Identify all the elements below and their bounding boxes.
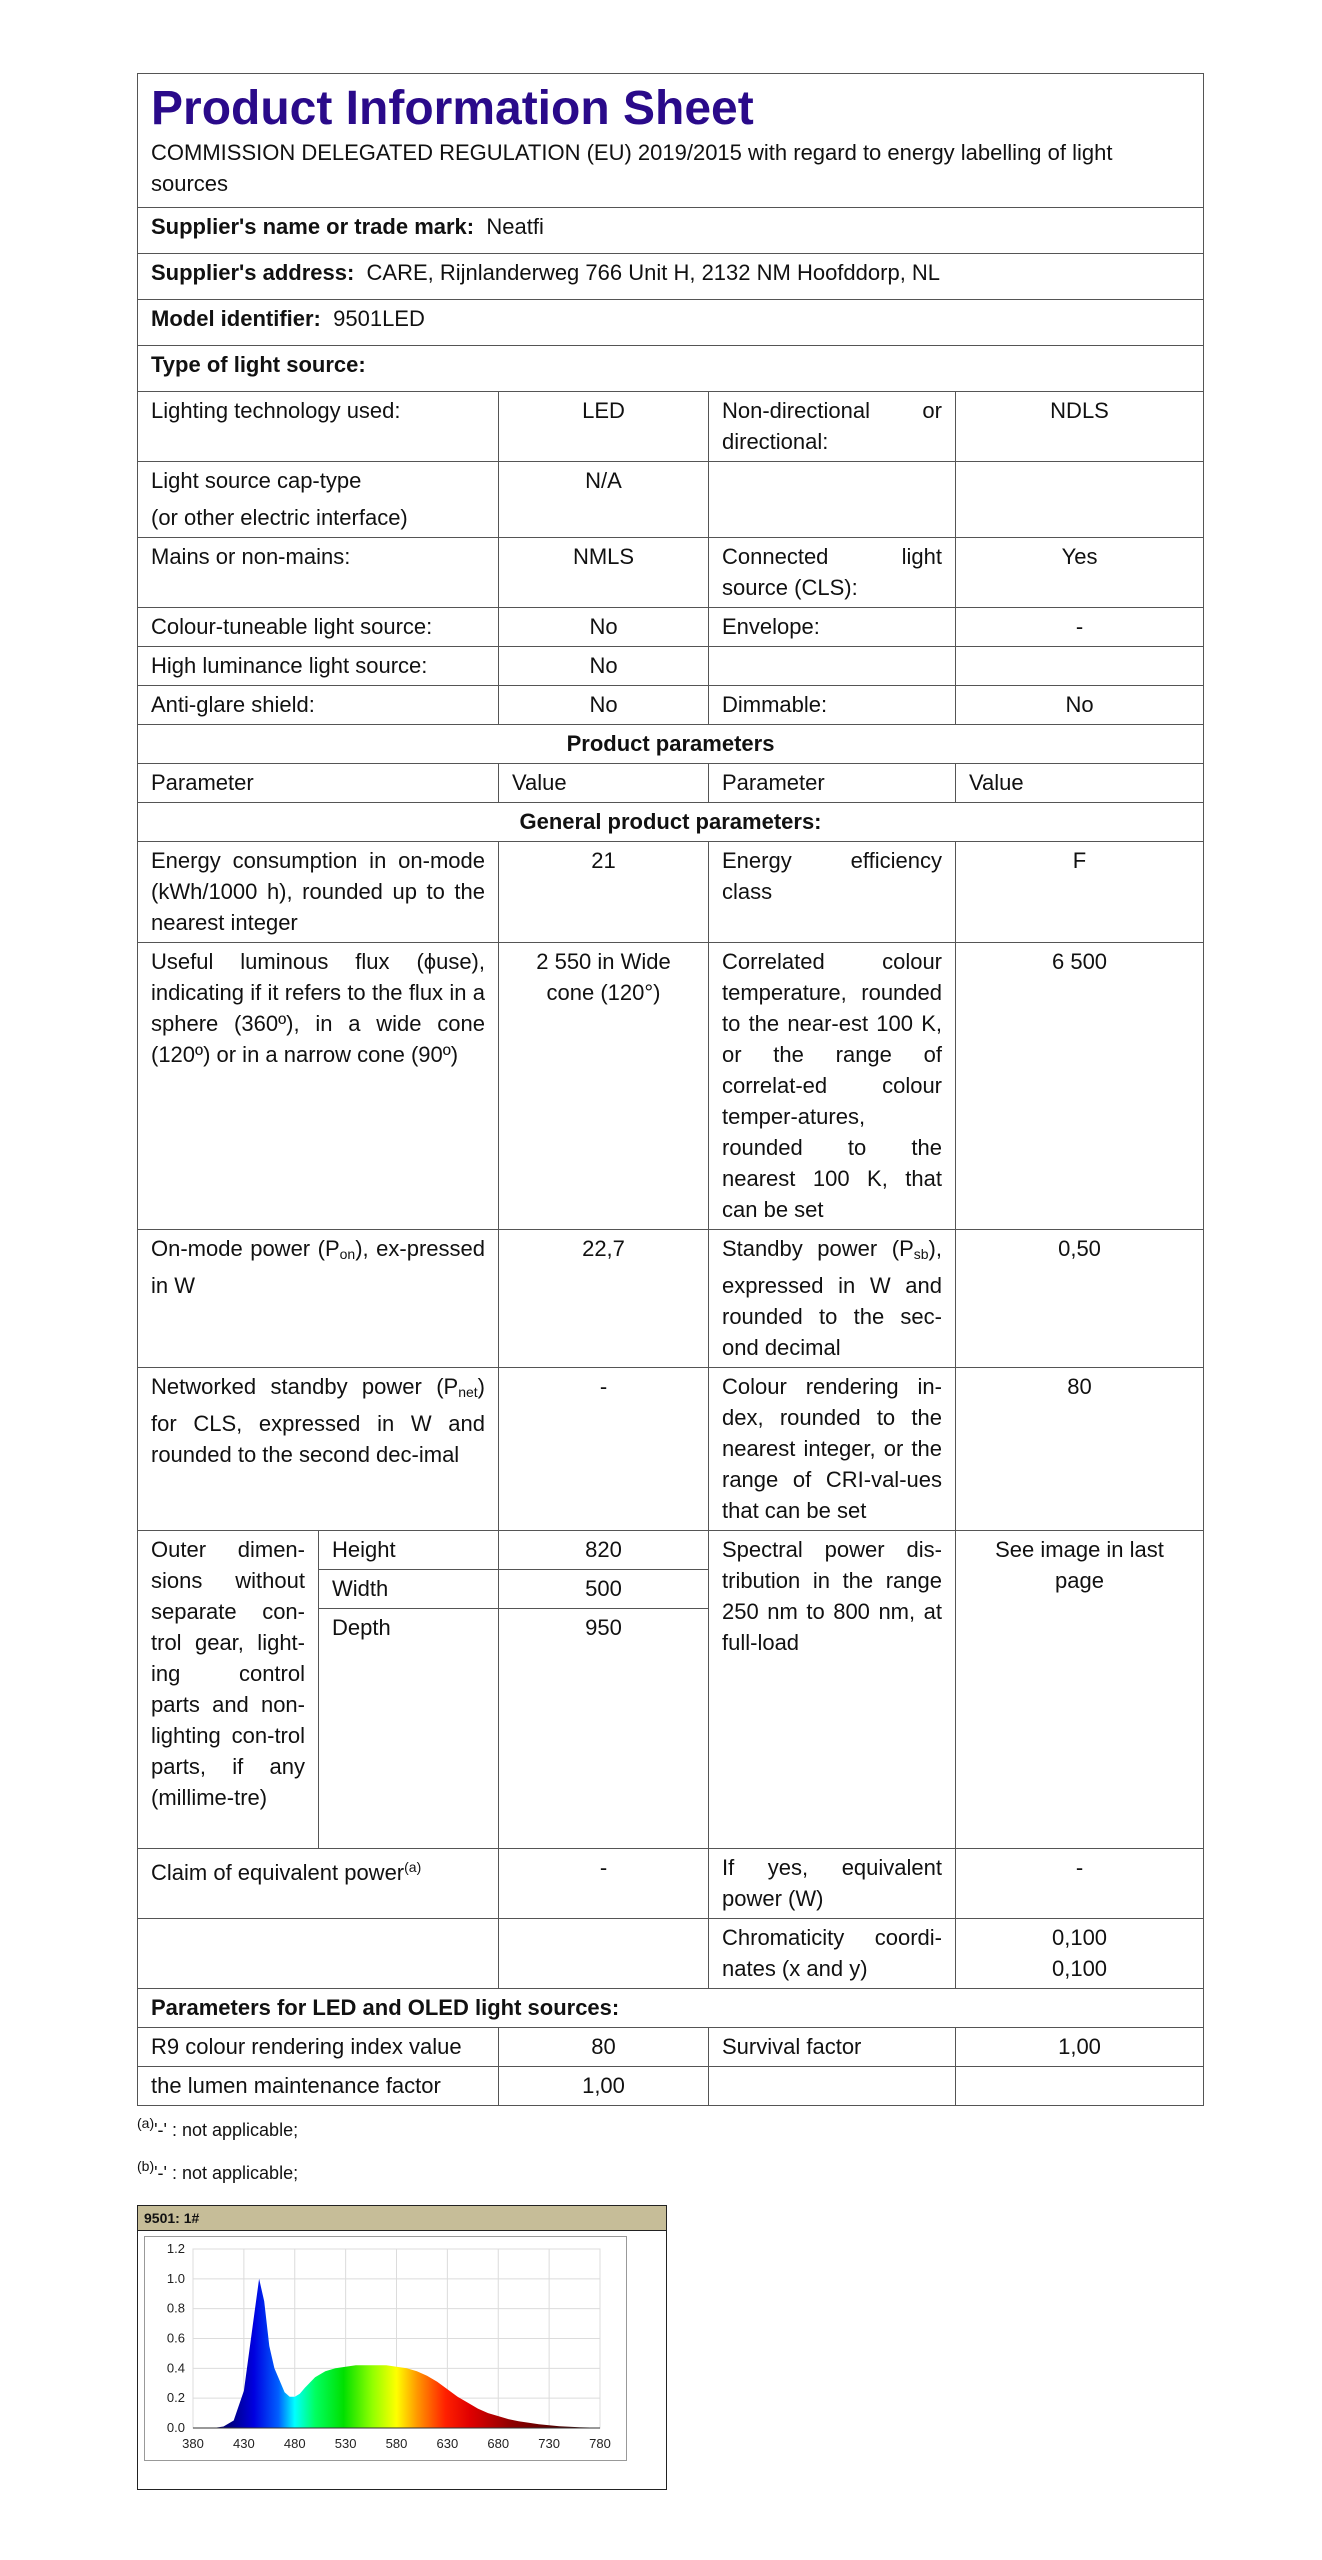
y-tick-label: 0.0 — [166, 2420, 185, 2435]
column-header-row — [138, 764, 1204, 803]
table-row — [138, 686, 1204, 725]
x-tick-label: 680 — [487, 2436, 510, 2451]
chromaticity-x: 0,100 — [1051, 1925, 1108, 1950]
x-tick-label: 630 — [436, 2436, 459, 2451]
chart-frame — [144, 2236, 627, 2461]
depth-value: 950 — [499, 1609, 709, 1849]
label-text: Standby power (P — [722, 1236, 914, 1261]
param-label: Connected light source (CLS): — [709, 538, 956, 608]
table-row — [138, 943, 1204, 1230]
subscript: sb — [913, 1246, 929, 1262]
column-header: Parameter — [709, 764, 956, 803]
energy-class-label: Energy efficiency class — [709, 842, 956, 943]
empty-cell — [499, 1919, 709, 1989]
cap-type-sublabel: (or other electric interface) — [151, 505, 408, 530]
y-tick-label: 1.0 — [166, 2270, 185, 2286]
lumen-maintenance-label: the lumen maintenance factor — [138, 2067, 499, 2106]
param-label: Dimmable: — [709, 686, 956, 725]
equiv-power-claim-label — [138, 1849, 499, 1919]
subscript: net — [458, 1384, 478, 1400]
dimensions-label: Outer dimen-sions without separate con-trol gear, light-ing control parts and non-lighting con-trol parts, if any (millime-tre) — [138, 1531, 319, 1849]
footnote-text: '-' : not applicable; — [154, 2120, 299, 2140]
footnotes — [137, 2112, 1203, 2184]
cct-value: 6 500 — [956, 943, 1204, 1230]
energy-consumption-label: Energy consumption in on-mode (kWh/1000 h), rounded up to the nearest integer — [138, 842, 499, 943]
model-identifier-value: 9501LED — [333, 306, 425, 331]
product-information-sheet — [137, 73, 1203, 2198]
param-label: Lighting technology used: — [138, 392, 499, 462]
label-text: Claim of equivalent power — [151, 1860, 405, 1885]
empty-cell — [138, 1919, 499, 1989]
y-tick-label: 0.6 — [166, 2330, 185, 2346]
table-row — [138, 2028, 1204, 2067]
lumen-maintenance-value: 1,00 — [499, 2067, 709, 2106]
height-value: 820 — [499, 1531, 709, 1570]
label-text: ), ex-pressed in W — [151, 1236, 485, 1298]
product-parameters-heading: Product parameters — [138, 725, 1204, 764]
width-value: 500 — [499, 1570, 709, 1609]
info-table — [137, 73, 1204, 2106]
table-row — [138, 1531, 1204, 1570]
param-label: Non-directional or directional: — [709, 392, 956, 462]
footnote — [137, 2112, 1203, 2141]
param-label — [709, 647, 956, 686]
x-tick-label: 430 — [233, 2436, 255, 2451]
footnote-mark: (a) — [137, 2115, 155, 2131]
r9-label: R9 colour rendering index value — [138, 2028, 499, 2067]
table-row — [138, 1230, 1204, 1368]
table-row — [138, 462, 1204, 538]
y-tick-label: 1.2 — [166, 2241, 185, 2256]
param-value: NDLS — [956, 392, 1204, 462]
depth-label: Depth — [319, 1609, 499, 1849]
energy-consumption-value: 21 — [499, 842, 709, 943]
label-text: On-mode power (P — [151, 1236, 340, 1261]
footnote-mark: (b) — [137, 2158, 155, 2174]
label-text: ), expressed in W and rounded to the sec-ond decimal — [722, 1236, 942, 1360]
x-tick-label: 380 — [182, 2436, 204, 2451]
param-value: Yes — [956, 538, 1204, 608]
param-label: Mains or non-mains: — [138, 538, 499, 608]
regulation-text: COMMISSION DELEGATED REGULATION (EU) 2019/2015 with regard to energy labelling of light sources — [151, 140, 1113, 196]
y-tick-label: 0.8 — [166, 2300, 185, 2316]
spectral-power-distribution-chart — [145, 2237, 626, 2460]
supplier-address-value: CARE, Rijnlanderweg 766 Unit H, 2132 NM Hoofddorp, NL — [366, 260, 941, 285]
cap-type-label: Light source cap-type — [151, 468, 362, 493]
table-row — [138, 538, 1204, 608]
footnote-text: '-' : not applicable; — [154, 2163, 299, 2183]
superscript: (a) — [404, 1859, 422, 1875]
chromaticity-y: 0,100 — [1051, 1956, 1108, 1981]
empty-cell — [709, 2067, 956, 2106]
table-row — [138, 2067, 1204, 2106]
table-row — [138, 392, 1204, 462]
param-label — [138, 462, 499, 538]
cct-label: Correlated colour temperature, rounded to the near-est 100 K, or the range of correlat-ed colour temper-atures, rounded to the nearest 100 K, that can be set — [709, 943, 956, 1230]
standby-power-value: 0,50 — [956, 1230, 1204, 1368]
supplier-address-label: Supplier's address: — [151, 260, 355, 285]
param-value: - — [956, 608, 1204, 647]
param-value: No — [499, 647, 709, 686]
x-tick-label: 730 — [538, 2436, 560, 2451]
table-row — [138, 842, 1204, 943]
page-title: Product Information Sheet — [151, 82, 754, 135]
equiv-power-value: - — [956, 1849, 1204, 1919]
networked-standby-value: - — [499, 1368, 709, 1531]
supplier-name-label: Supplier's name or trade mark: — [151, 214, 475, 239]
param-value: No — [499, 686, 709, 725]
model-identifier-label: Model identifier: — [151, 306, 321, 331]
supplier-name-value: Neatfi — [486, 214, 544, 239]
general-parameters-heading: General product parameters: — [138, 803, 1204, 842]
param-value: N/A — [499, 462, 709, 538]
networked-standby-label — [138, 1368, 499, 1531]
table-row — [138, 608, 1204, 647]
column-header: Value — [499, 764, 709, 803]
table-row — [138, 647, 1204, 686]
width-label: Width — [319, 1570, 499, 1609]
param-value — [956, 462, 1204, 538]
y-tick-label: 0.2 — [166, 2390, 185, 2406]
spd-value: See image in last page — [956, 1531, 1204, 1849]
param-value: No — [956, 686, 1204, 725]
chart-panel-header: 9501: 1# — [138, 2206, 666, 2231]
label-text: ) for CLS, expressed in W and rounded to the second dec-imal — [151, 1374, 485, 1467]
column-header: Value — [956, 764, 1204, 803]
cri-value: 80 — [956, 1368, 1204, 1531]
standby-power-label — [709, 1230, 956, 1368]
param-label: High luminance light source: — [138, 647, 499, 686]
chromaticity-label: Chromaticity coordi-nates (x and y) — [709, 1919, 956, 1989]
spectral-chart-panel — [137, 2205, 667, 2490]
y-tick-label: 0.4 — [166, 2360, 185, 2376]
param-label: Colour-tuneable light source: — [138, 608, 499, 647]
label-text: Networked standby power (P — [151, 1374, 459, 1399]
table-row — [138, 1919, 1204, 1989]
subscript: on — [339, 1246, 356, 1262]
x-tick-label: 530 — [334, 2436, 357, 2451]
x-tick-label: 580 — [385, 2436, 408, 2451]
cri-label: Colour rendering in-dex, rounded to the nearest integer, or the range of CRI-val-ues that can be set — [709, 1368, 956, 1531]
on-mode-power-value: 22,7 — [499, 1230, 709, 1368]
x-tick-label: 780 — [589, 2436, 611, 2451]
led-parameters-heading: Parameters for LED and OLED light sources: — [138, 1989, 1204, 2028]
equiv-power-claim-value: - — [499, 1849, 709, 1919]
table-row — [138, 1368, 1204, 1531]
light-source-heading: Type of light source: — [138, 346, 1204, 392]
param-value: No — [499, 608, 709, 647]
footnote — [137, 2155, 1203, 2184]
survival-factor-value: 1,00 — [956, 2028, 1204, 2067]
empty-cell — [956, 2067, 1204, 2106]
param-value: LED — [499, 392, 709, 462]
on-mode-power-label — [138, 1230, 499, 1368]
param-value — [956, 647, 1204, 686]
luminous-flux-label: Useful luminous flux (ϕuse), indicating if it refers to the flux in a sphere (360º), in a wide cone (120º) or in a narrow cone (90º) — [138, 943, 499, 1230]
spd-label: Spectral power dis-tribution in the range 250 nm to 800 nm, at full-load — [709, 1531, 956, 1849]
luminous-flux-value: 2 550 in Wide cone (120°) — [499, 943, 709, 1230]
survival-factor-label: Survival factor — [709, 2028, 956, 2067]
column-header: Parameter — [138, 764, 499, 803]
energy-class-value: F — [956, 842, 1204, 943]
param-label: Envelope: — [709, 608, 956, 647]
r9-value: 80 — [499, 2028, 709, 2067]
param-value: NMLS — [499, 538, 709, 608]
chromaticity-value — [956, 1919, 1204, 1989]
equiv-power-label: If yes, equivalent power (W) — [709, 1849, 956, 1919]
param-label: Anti-glare shield: — [138, 686, 499, 725]
x-tick-label: 480 — [283, 2436, 306, 2451]
height-label: Height — [319, 1531, 499, 1570]
param-label — [709, 462, 956, 538]
table-row — [138, 1849, 1204, 1919]
